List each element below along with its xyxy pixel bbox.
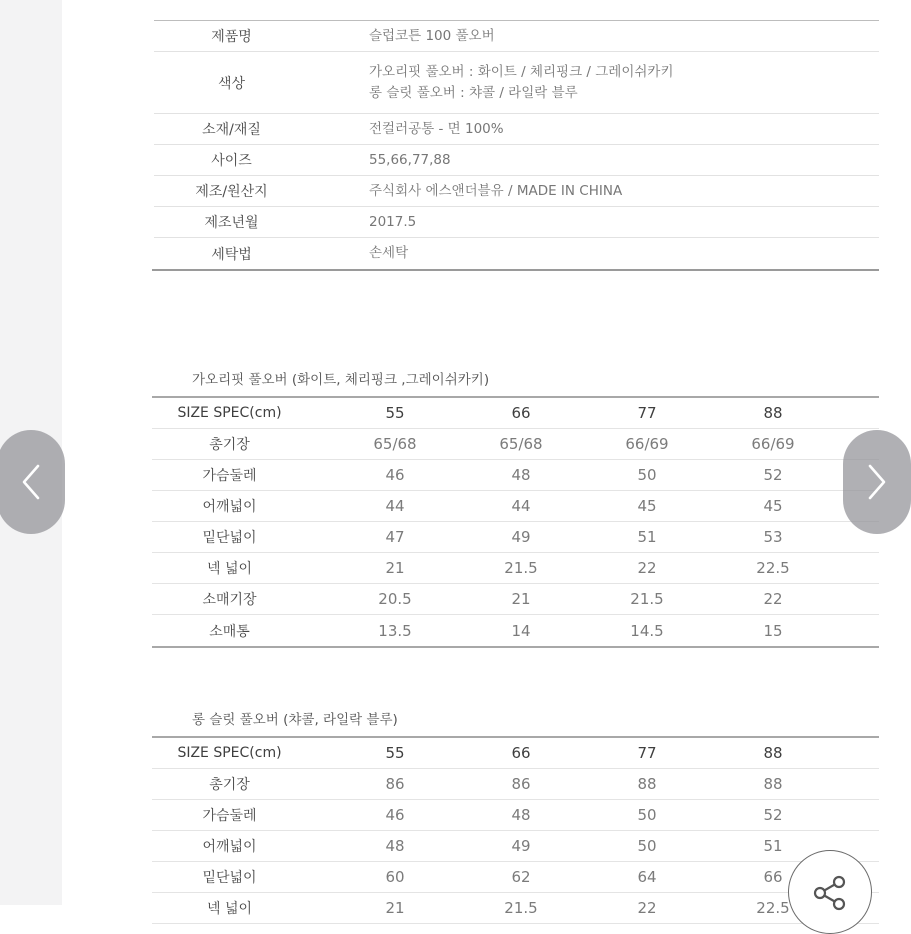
table-cell: 48 (385, 837, 405, 855)
table-cell: 22 (763, 590, 783, 608)
row-label: 가슴둘레 (202, 808, 257, 824)
info-value: 손세탁 (369, 245, 409, 261)
table-cell: 13.5 (378, 621, 412, 640)
size-table-2 (152, 736, 879, 924)
table-cell: 48 (511, 466, 531, 484)
info-row-size (154, 145, 879, 176)
table-row (152, 429, 879, 460)
table-cell: 22 (637, 899, 657, 917)
header-cell: 88 (763, 404, 783, 422)
table-row (152, 862, 879, 893)
table-cell: 86 (511, 775, 531, 793)
table-cell: 52 (763, 466, 783, 484)
header-cell: 77 (637, 404, 657, 422)
table-cell: 64 (637, 868, 657, 886)
row-label: 소매기장 (202, 592, 257, 608)
row-label: 가슴둘레 (202, 468, 257, 484)
row-label: 어깨넓이 (202, 839, 257, 855)
info-label: 세탁법 (211, 246, 252, 263)
info-value: 슬럽코튼 100 풀오버 (369, 27, 495, 44)
info-value-line: 가오리핏 풀오버 : 화이트 / 체리핑크 / 그레이쉬카키 (369, 63, 674, 80)
table-row (152, 584, 879, 615)
product-info-table (152, 20, 879, 271)
product-detail-image (62, 0, 905, 917)
table-row (152, 522, 879, 553)
row-label: 총기장 (209, 777, 250, 793)
row-label: 넥 넓이 (206, 561, 253, 577)
table-row (152, 831, 879, 862)
table-cell: 49 (511, 528, 531, 546)
chevron-left-icon (18, 462, 44, 502)
info-row-material (154, 114, 879, 145)
share-icon (810, 873, 850, 913)
header-cell: 66 (511, 404, 531, 422)
info-value (309, 62, 674, 104)
info-row-wash (154, 238, 879, 269)
info-value: 55,66,77,88 (369, 151, 451, 168)
share-button[interactable] (788, 850, 872, 934)
row-label: 밑단넓이 (202, 870, 257, 886)
table-cell: 22.5 (756, 559, 790, 577)
row-label: 소매통 (209, 623, 250, 640)
row-label: 총기장 (209, 437, 250, 453)
table-cell: 65/68 (499, 435, 543, 453)
size-header-row (152, 398, 879, 429)
chevron-right-icon (864, 462, 890, 502)
header-cell: 77 (637, 744, 657, 762)
table-cell: 46 (385, 806, 405, 824)
info-row-date (154, 207, 879, 238)
header-cell: 55 (385, 404, 405, 422)
table-cell: 21 (511, 590, 531, 608)
table-cell: 21 (385, 899, 405, 917)
table-row (152, 491, 879, 522)
table-cell: 49 (511, 837, 531, 855)
table-cell: 50 (637, 837, 657, 855)
table-cell: 45 (763, 497, 783, 515)
table-cell: 60 (385, 868, 405, 886)
info-value: 전컬러공통 - 면 100% (369, 120, 504, 137)
size-table-2-caption: 롱 슬릿 풀오버 (챠콜, 라일락 블루) (192, 712, 398, 728)
next-image-button[interactable] (843, 430, 911, 534)
info-label: 사이즈 (211, 153, 252, 169)
table-cell: 21 (385, 559, 405, 577)
header-cell: SIZE SPEC(cm) (177, 745, 282, 761)
table-cell: 44 (511, 497, 531, 515)
table-cell: 14.5 (630, 621, 664, 640)
table-cell: 53 (763, 528, 783, 546)
table-cell: 46 (385, 466, 405, 484)
table-row (152, 800, 879, 831)
info-label: 색상 (217, 75, 246, 92)
row-label: 어깨넓이 (202, 499, 257, 515)
info-label: 제조/원산지 (195, 184, 268, 200)
table-cell: 14 (511, 621, 531, 640)
table-cell: 65/68 (373, 435, 417, 453)
size-table-1 (152, 396, 879, 648)
table-cell: 88 (637, 775, 657, 793)
table-cell: 88 (763, 775, 783, 793)
table-cell: 66/69 (625, 435, 669, 453)
info-value: 2017.5 (369, 213, 417, 230)
table-cell: 52 (763, 806, 783, 824)
table-cell: 22 (637, 559, 657, 577)
info-value-line: 롱 슬릿 풀오버 : 챠콜 / 라일락 블루 (369, 84, 578, 101)
table-cell: 51 (637, 528, 657, 546)
info-label: 제조년월 (204, 215, 259, 231)
info-row-name (154, 21, 879, 52)
table-cell: 45 (637, 497, 657, 515)
table-cell: 62 (511, 868, 531, 886)
table-cell: 48 (511, 806, 531, 824)
header-cell: 66 (511, 744, 531, 762)
header-cell: SIZE SPEC(cm) (177, 405, 282, 421)
table-cell: 50 (637, 806, 657, 824)
table-row (152, 769, 879, 800)
table-row (152, 893, 879, 924)
table-cell: 44 (385, 497, 405, 515)
table-cell: 50 (637, 466, 657, 484)
info-row-color (154, 52, 879, 114)
table-cell: 22.5 (756, 899, 790, 917)
table-cell: 21.5 (504, 899, 538, 917)
size-header-row (152, 738, 879, 769)
table-cell: 51 (763, 837, 783, 855)
header-cell: 88 (763, 744, 783, 762)
table-cell: 66/69 (751, 435, 795, 453)
table-cell: 20.5 (378, 590, 412, 608)
prev-image-button[interactable] (0, 430, 65, 534)
header-cell: 55 (385, 744, 405, 762)
table-cell: 21.5 (630, 590, 664, 608)
table-row (152, 615, 879, 646)
table-cell: 66 (763, 868, 783, 886)
info-row-origin (154, 176, 879, 207)
info-value: 주식회사 에스앤더블유 / MADE IN CHINA (369, 182, 623, 199)
info-label: 소재/재질 (202, 122, 261, 138)
table-cell: 21.5 (504, 559, 538, 577)
info-label: 제품명 (211, 29, 252, 45)
table-cell: 47 (385, 528, 405, 546)
table-row (152, 553, 879, 584)
table-cell: 15 (763, 621, 783, 640)
size-table-1-caption: 가오리핏 풀오버 (화이트, 체리핑크 ,그레이쉬카키) (192, 372, 490, 388)
row-label: 밑단넓이 (202, 530, 257, 546)
table-cell: 86 (385, 775, 405, 793)
row-label: 넥 넓이 (206, 901, 253, 917)
table-row (152, 460, 879, 491)
